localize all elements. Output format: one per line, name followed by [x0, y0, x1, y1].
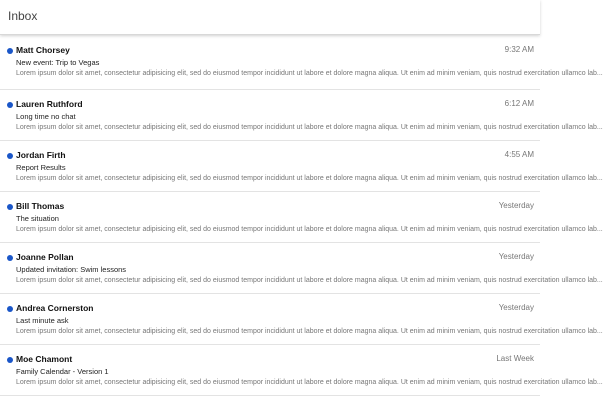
message-sender: Moe Chamont — [16, 354, 73, 364]
unread-indicator-icon — [7, 153, 13, 159]
message-row-bill-thomas[interactable] — [0, 192, 603, 243]
message-time: 6:12 AM — [504, 99, 534, 108]
unread-indicator-icon — [7, 357, 13, 363]
message-time: Yesterday — [498, 252, 534, 261]
message-preview: Lorem ipsum dolor sit amet, consectetur adipisicing elit, sed do eiusmod tempor incididunt ut labore et dolore magna aliqua. Ut enim ad minim veniam, quis nostrud exercitation ullamco lab... — [16, 328, 603, 335]
page-title: Inbox — [8, 9, 38, 23]
message-subject: New event: Trip to Vegas — [16, 58, 100, 67]
message-time: 9:32 AM — [504, 45, 534, 54]
message-row-matt-chorsey[interactable] — [0, 36, 603, 90]
message-time: Yesterday — [498, 303, 534, 312]
message-preview: Lorem ipsum dolor sit amet, consectetur adipisicing elit, sed do eiusmod tempor incididunt ut labore et dolore magna aliqua. Ut enim ad minim veniam, quis nostrud exercitation ullamco lab... — [16, 226, 603, 233]
message-sender: Lauren Ruthford — [16, 99, 83, 109]
message-subject: Report Results — [16, 163, 66, 172]
message-row-moe-chamont[interactable] — [0, 345, 603, 396]
message-preview: Lorem ipsum dolor sit amet, consectetur adipisicing elit, sed do eiusmod tempor incididunt ut labore et dolore magna aliqua. Ut enim ad minim veniam, quis nostrud exercitation ullamco lab... — [16, 175, 603, 182]
unread-indicator-icon — [7, 204, 13, 210]
message-sender: Joanne Pollan — [16, 252, 74, 262]
message-row-andrea-cornerston[interactable] — [0, 294, 603, 345]
message-row-lauren-ruthford[interactable] — [0, 90, 603, 141]
message-sender: Jordan Firth — [16, 150, 66, 160]
message-subject: Updated invitation: Swim lessons — [16, 265, 127, 274]
message-subject: Family Calendar - Version 1 — [16, 367, 109, 376]
message-time: Last Week — [496, 354, 534, 363]
message-preview: Lorem ipsum dolor sit amet, consectetur adipisicing elit, sed do eiusmod tempor incididunt ut labore et dolore magna aliqua. Ut enim ad minim veniam, quis nostrud exercitation ullamco lab... — [16, 379, 603, 386]
unread-indicator-icon — [7, 48, 13, 54]
message-time: Yesterday — [498, 201, 534, 210]
message-time: 4:55 AM — [504, 150, 534, 159]
message-subject: Long time no chat — [16, 112, 76, 121]
message-preview: Lorem ipsum dolor sit amet, consectetur adipisicing elit, sed do eiusmod tempor incididunt ut labore et dolore magna aliqua. Ut enim ad minim veniam, quis nostrud exercitation ullamco lab... — [16, 277, 603, 284]
unread-indicator-icon — [7, 306, 13, 312]
message-sender: Bill Thomas — [16, 201, 65, 211]
app-header — [0, 0, 540, 35]
message-list — [0, 36, 603, 396]
message-sender: Matt Chorsey — [16, 45, 70, 55]
message-sender: Andrea Cornerston — [16, 303, 94, 313]
unread-indicator-icon — [7, 102, 13, 108]
message-preview: Lorem ipsum dolor sit amet, consectetur adipisicing elit, sed do eiusmod tempor incididunt ut labore et dolore magna aliqua. Ut enim ad minim veniam, quis nostrud exercitation ullamco lab... — [16, 70, 603, 77]
message-row-jordan-firth[interactable] — [0, 141, 603, 192]
message-row-joanne-pollan[interactable] — [0, 243, 603, 294]
message-subject: The situation — [16, 214, 59, 223]
unread-indicator-icon — [7, 255, 13, 261]
message-subject: Last minute ask — [16, 316, 69, 325]
message-preview: Lorem ipsum dolor sit amet, consectetur adipisicing elit, sed do eiusmod tempor incididunt ut labore et dolore magna aliqua. Ut enim ad minim veniam, quis nostrud exercitation ullamco lab... — [16, 124, 603, 131]
